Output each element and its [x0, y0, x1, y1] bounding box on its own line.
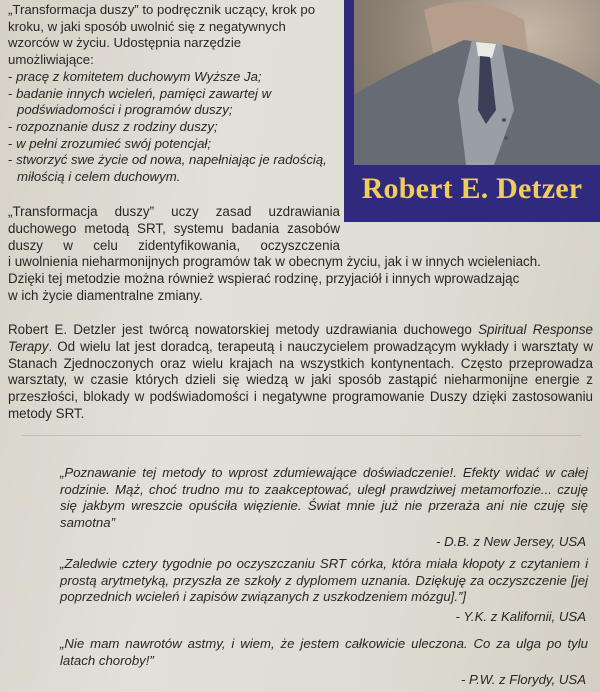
method-line: duchowego metodą SRT, systemu badania zasobów — [8, 220, 340, 236]
bio-text-before: Robert E. Detzler jest twórcą nowatorskiej metody uzdrawiania duchowego — [8, 322, 479, 337]
testimonial-signature: - Y.K. z Kalifornii, USA — [455, 608, 586, 624]
testimonial-signature: - D.B. z New Jersey, USA — [436, 534, 586, 550]
testimonial-signature: - P.W. z Florydy, USA — [460, 672, 586, 688]
testimonial-text: „Zaledwie cztery tygodnie po oczyszczaniu SRT córka, która miała kłopoty z czytaniem i prostą arytmetyką, przyszła ze szkoły z dyplomem uznania. Dziękuję za oczyszczenie [jej poprzednich wcieleń i zapisów związanych z uszkodzeniem mózgu].”] — [60, 556, 588, 605]
method-line: duszy w celu zidentyfikowania, oczyszczenia — [8, 237, 340, 253]
testimonial — [60, 465, 588, 551]
testimonial — [60, 556, 588, 625]
method-line: „Transformacja duszy” uczy zasad uzdrawiania — [8, 204, 340, 219]
feature-item: - pracę z komitetem duchowym Wyższe Ja; — [8, 69, 338, 86]
testimonial-text: „Nie mam nawrotów astmy, i wiem, że jestem całkowicie uleczona. Co za ulga po tylu latach choroby!” — [60, 636, 588, 668]
intro-line: wzorców w życiu. Udostępnia narzędzie — [8, 35, 242, 51]
feature-item: - stworzyć swe życie od nowa, napełniając je radością, miłością i celem duchowym. — [8, 152, 338, 185]
method-paragraph — [8, 204, 593, 305]
bio-therapy-name: Spiritual Response Terapy — [8, 322, 594, 354]
intro-line: kroku, w jaki sposób uwolnić się z negatywnych — [8, 18, 286, 34]
author-bio-paragraph — [8, 322, 593, 423]
portrait-button — [504, 136, 508, 140]
author-photo — [354, 0, 600, 165]
section-divider — [22, 435, 582, 436]
method-line: i uwolnienia nieharmonijnych programów tak w obecnym życiu, jak i w innych wcieleniach. — [8, 254, 541, 270]
feature-item: - w pełni zrozumieć swój potencjał; — [8, 136, 338, 153]
author-name: Robert E. Detzer — [361, 172, 583, 205]
intro-section — [8, 2, 338, 186]
bio-text-after: . Od wielu lat jest doradcą, terapeutą i nauczycielem prowadzącym wykłady i warsztaty w Stanach Zjednoczonych oraz wielu krajach na wszystkich kontynentach. Często przeprowadza warsztaty, w czasie których dzieli się wiedzą w jaki sposób zastąpić nieharmonijne energie z przeszłości, blokady w podświadomości i negatywne programowanie Duszy dzięki zastosowaniu metody SRT. — [8, 338, 593, 421]
testimonial — [60, 636, 588, 689]
feature-item: - rozpoznanie dusz z rodziny duszy; — [8, 119, 338, 136]
feature-item: - badanie innych wcieleń, pamięci zawartej w podświadomości i programów duszy; — [8, 86, 338, 119]
portrait-button — [502, 118, 506, 122]
method-line: w ich życie diamentralne zmiany. — [8, 287, 203, 303]
testimonial-text: „Poznawanie tej metody to wprost zdumiewające doświadczenie!. Efekty widać w całej rodzinie. Mąż, choć trudno mu to zaakceptować, uległ prawdziwej metamorfozie... czuję się jakbym wreszcie opuściła więzienie. Świat mnie już nie przeraża ani nie czuję się samotna” — [60, 465, 588, 530]
intro-line: „Transformacja duszy” to podręcznik uczący, krok po — [8, 2, 316, 17]
author-portrait-illustration — [354, 0, 600, 165]
author-photo-panel — [344, 0, 600, 222]
feature-list — [8, 69, 338, 186]
method-line: Dzięki tej metodzie można również wspierać rodzinę, przyjaciół i innych wprowadzając — [8, 271, 520, 287]
author-bio — [8, 322, 593, 423]
intro-line: umożliwiające: — [8, 52, 94, 68]
